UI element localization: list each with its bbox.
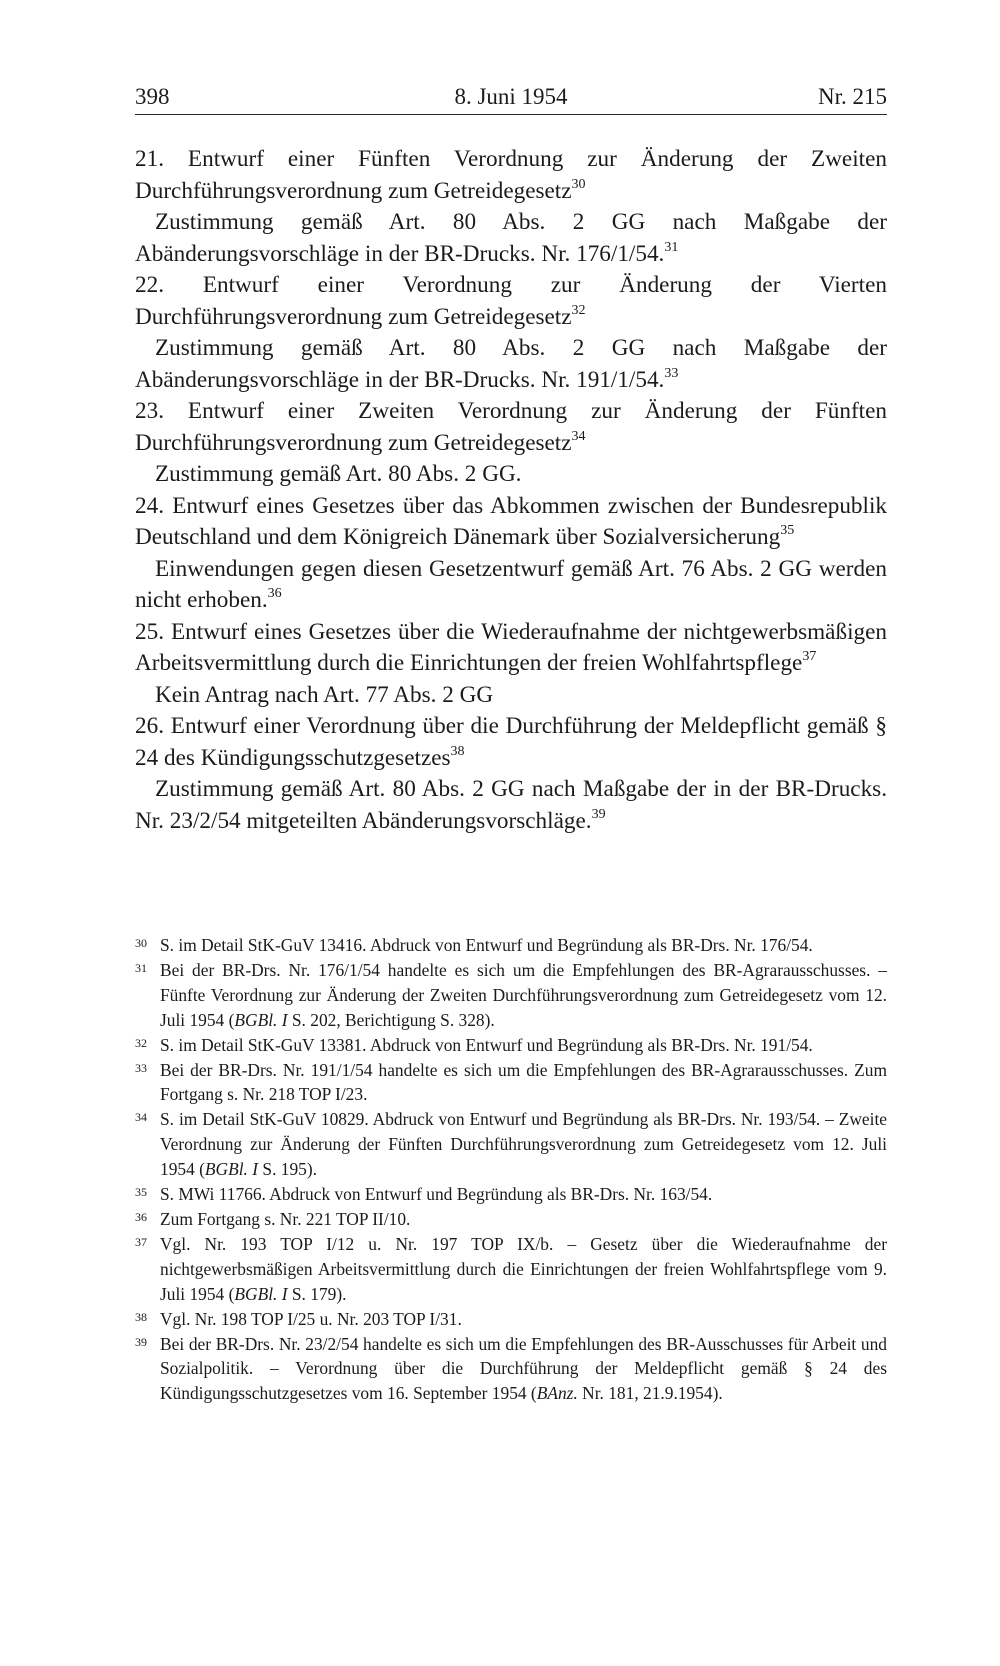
footnote: [135, 1207, 887, 1232]
footnote-text: S. im Detail StK-GuV 13381. Abdruck von Entwurf und Begründung als BR-Drs. Nr. 191/54.: [160, 1034, 813, 1055]
footnote-ref: 37: [802, 649, 817, 664]
agenda-item-resolution: [135, 459, 887, 491]
footnotes: [135, 933, 887, 1406]
agenda-item-title-text: 23. Entwurf einer Zweiten Verordnung zur Änderung der Fünften Durchführungsverordnung zum Getreidegesetz: [135, 398, 887, 456]
agenda-item-title-text: 24. Entwurf eines Gesetzes über das Abkommen zwischen der Bundesrepublik Deutschland und dem Königreich Dänemark über Sozialversicherung: [135, 492, 887, 550]
footnote-ref: 35: [780, 523, 795, 538]
footnote-number: 35: [135, 1185, 147, 1200]
footnote: [135, 1058, 887, 1108]
agenda-item-title: [135, 396, 887, 459]
agenda-item-resolution-text: Zustimmung gemäß Art. 80 Abs. 2 GG.: [155, 461, 522, 487]
footnote-ref: 32: [571, 302, 586, 318]
footnote-text: Nr. 181, 21.9.1954).: [577, 1383, 723, 1404]
footnote: [135, 1033, 887, 1058]
footnote-text: S. 179).: [287, 1283, 347, 1304]
footnote-number: 34: [135, 1110, 147, 1125]
footnote: [135, 1182, 887, 1207]
agenda-item-title: [135, 711, 887, 774]
agenda-item-resolution: [135, 333, 887, 396]
agenda-item-title: [135, 491, 887, 554]
footnote-text: BGBl. I: [234, 1283, 288, 1304]
footnote-number: 39: [135, 1334, 147, 1349]
footnote-text: Zum Fortgang s. Nr. 221 TOP II/10.: [160, 1208, 411, 1229]
agenda-item-resolution-text: Einwendungen gegen diesen Gesetzentwurf gemäß Art. 76 Abs. 2 GG werden nicht erhoben.: [135, 555, 887, 613]
footnote-ref: 36: [267, 586, 282, 601]
footnote-ref: 30: [571, 176, 586, 192]
agenda-items: [135, 144, 887, 837]
agenda-item-title-text: 25. Entwurf eines Gesetzes über die Wiederaufnahme der nichtgewerbsmäßigen Arbeitsvermittlung durch die Einrichtungen der freien Wohlfahrtspflege: [135, 618, 887, 676]
footnote-ref: 38: [450, 743, 465, 759]
footnote-ref: 34: [571, 428, 586, 444]
footnote-text: S. im Detail StK-GuV 13416. Abdruck von Entwurf und Begründung als BR-Drs. Nr. 176/54.: [160, 935, 813, 955]
agenda-item-title: [135, 270, 887, 333]
footnote-text: BAnz.: [536, 1383, 578, 1404]
footnote-number: 33: [135, 1060, 147, 1075]
footnote-ref: 33: [664, 365, 679, 381]
agenda-item-resolution: [135, 554, 887, 617]
footnote-ref: 31: [664, 239, 679, 255]
footnote-number: 37: [135, 1234, 147, 1249]
footnote-number: 32: [135, 1035, 147, 1050]
footnote-text: Bei der BR-Drs. Nr. 191/1/54 handelte es sich um die Empfehlungen des BR-Agrarausschusses. Zum Fortgang s. Nr. 218 TOP I/23.: [160, 1059, 887, 1105]
footnote-number: 30: [135, 936, 147, 950]
footnote-text: Bei der BR-Drs. Nr. 176/1/54 handelte es sich um die Empfehlungen des BR-Agrarausschusses. – Fünfte Verordnung zur Änderung der Zweiten Durchführungsverordnung zum Getreidegesetz vom 12. Juli 1954 (: [160, 959, 887, 1030]
footnote: [135, 1307, 887, 1332]
footnote: [135, 958, 887, 1033]
footnote-number: 36: [135, 1209, 147, 1224]
footnote-text: Vgl. Nr. 193 TOP I/12 u. Nr. 197 TOP IX/b. – Gesetz über die Wiederaufnahme der nichtgewerbsmäßigen Arbeitsvermittlung durch die Einrichtungen der freien Wohlfahrtspflege vom 9. Juli 1954 (: [160, 1233, 887, 1304]
agenda-item-resolution: [135, 207, 887, 270]
footnote-text: S. 195).: [258, 1159, 317, 1180]
footnote-text: S. im Detail StK-GuV 10829. Abdruck von Entwurf und Begründung als BR-Drs. Nr. 193/54. – Zweite Verordnung zur Änderung der Fünften Durchführungsverordnung zum Getreidegesetz vom 12. Juli 1954 (: [160, 1109, 887, 1180]
agenda-item-resolution-text: Zustimmung gemäß Art. 80 Abs. 2 GG nach Maßgabe der in der BR-Drucks. Nr. 23/2/54 mitgeteilten Abänderungsvorschläge.: [135, 776, 887, 834]
footnote-number: 38: [135, 1309, 147, 1324]
footnote: [135, 1232, 887, 1307]
footnote: [135, 1332, 887, 1407]
agenda-item-title-text: 26. Entwurf einer Verordnung über die Durchführung der Meldepflicht gemäß § 24 des Kündigungsschutzgesetzes: [135, 713, 887, 771]
running-header: [135, 80, 887, 115]
agenda-item-resolution-text: Zustimmung gemäß Art. 80 Abs. 2 GG nach Maßgabe der Abänderungsvorschläge in der BR-Drucks. Nr. 191/1/54.: [135, 335, 887, 393]
header-date: 8. Juni 1954: [454, 84, 568, 109]
footnote: [135, 1107, 887, 1182]
agenda-item-title: [135, 617, 887, 680]
footnote-text: BGBl. I: [204, 1159, 259, 1180]
agenda-item-resolution-text: Kein Antrag nach Art. 77 Abs. 2 GG: [155, 681, 494, 708]
footnote-text: BGBl. I: [234, 1009, 288, 1030]
footnote-text: S. 202, Berichtigung S. 328).: [287, 1009, 495, 1030]
footnote-text: S. MWi 11766. Abdruck von Entwurf und Begründung als BR-Drs. Nr. 163/54.: [160, 1184, 713, 1205]
agenda-item-title: [135, 144, 887, 207]
page-number: 398: [135, 84, 170, 109]
footnote-number: 31: [135, 960, 147, 975]
footnote-ref: 39: [591, 806, 606, 822]
agenda-item-resolution-text: Zustimmung gemäß Art. 80 Abs. 2 GG nach Maßgabe der Abänderungsvorschläge in der BR-Drucks. Nr. 176/1/54.: [135, 209, 887, 267]
footnote-text: Vgl. Nr. 198 TOP I/25 u. Nr. 203 TOP I/31.: [160, 1308, 462, 1329]
footnote-text: Bei der BR-Drs. Nr. 23/2/54 handelte es sich um die Empfehlungen des BR-Ausschusses für Arbeit und Sozialpolitik. – Verordnung über die Durchführung der Meldepflicht gemäß § 24 des Kündigungsschutzgesetzes vom 16. September 1954 (: [160, 1333, 887, 1404]
agenda-item-title-text: 22. Entwurf einer Verordnung zur Änderung der Vierten Durchführungsverordnung zum Getreidegesetz: [135, 272, 887, 330]
agenda-item-title-text: 21. Entwurf einer Fünften Verordnung zur Änderung der Zweiten Durchführungsverordnung zum Getreidegesetz: [135, 146, 887, 204]
agenda-item-resolution: [135, 680, 887, 712]
footnote: [135, 933, 887, 958]
header-issue-number: Nr. 215: [818, 84, 887, 109]
agenda-item-resolution: [135, 774, 887, 837]
